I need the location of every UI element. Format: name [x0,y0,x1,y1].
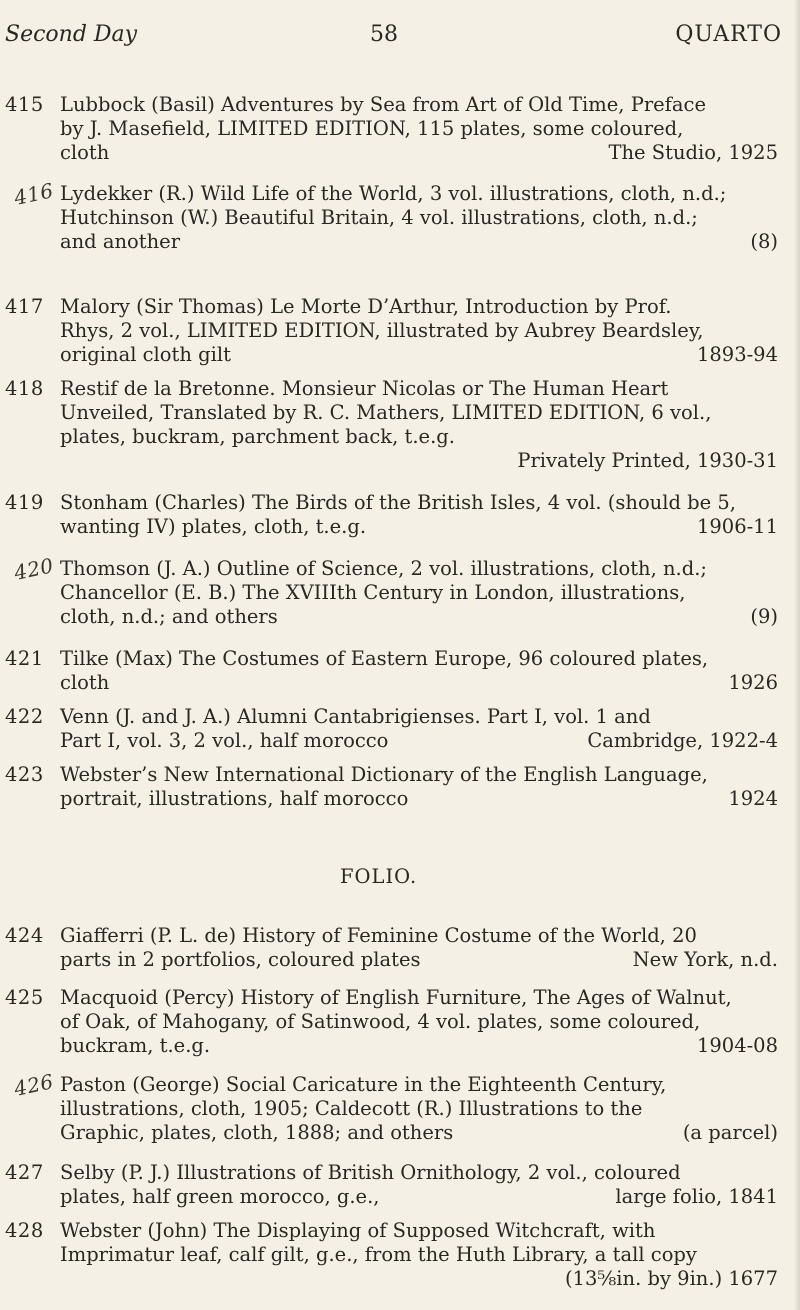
lot-number: 416 [11,178,56,210]
lot-line [60,788,778,812]
lot-number: 425 [5,986,44,1009]
page-edge [794,0,800,1310]
page-number: 58 [370,22,398,47]
lot-line-text: Graphic, plates, cloth, 1888; and others [60,1121,454,1144]
lot-line-imprint: 1893-94 [696,343,778,366]
lot-line-imprint: 1904-08 [696,1034,778,1057]
lot-line-text: Chancellor (E. B.) The XVIIIth Century in London, illustrations, [60,581,686,604]
lot-line-text: Hutchinson (W.) Beautiful Britain, 4 vol. illustrations, cloth, n.d.; [60,206,698,229]
lot-line [60,648,778,672]
lot-line-text: Imprimatur leaf, calf gilt, g.e., from the Huth Library, a tall copy [60,1243,697,1266]
lot-line-imprint: (a parcel) [682,1121,778,1144]
lot-line-text: illustrations, cloth, 1905; Caldecott (R.) Illustrations to the [60,1097,643,1120]
lot-line-text: Webster’s New International Dictionary of the English Language, [60,763,708,786]
lot-line-text: Rhys, 2 vol., LIMITED EDITION, illustrated by Aubrey Beardsley, [60,319,704,342]
lot-line-text: Part I, vol. 3, 2 vol., half morocco [60,729,389,752]
lot-description [60,492,778,540]
lot-line-text: Malory (Sir Thomas) Le Morte D’Arthur, Introduction by Prof. [60,295,672,318]
lot-line [60,1186,778,1210]
page-header [0,22,800,54]
lot-description [60,925,778,973]
lot-line [60,1162,778,1186]
lot-line-text: Giafferri (P. L. de) History of Feminine Costume of the World, 20 [60,924,697,947]
lot-line-text: wanting IV) plates, cloth, t.e.g. [60,515,367,538]
lot-line [60,949,778,973]
lot-number: 415 [5,93,44,116]
lot-line-text: cloth [60,141,110,164]
lot-line-text: original cloth gilt [60,343,231,366]
lot-line [60,1035,778,1059]
lot-line-text: Selby (P. J.) Illustrations of British Ornithology, 2 vol., coloured [60,1161,681,1184]
lot-line [60,183,778,207]
lot-line-text: Paston (George) Social Caricature in the Eighteenth Century, [60,1073,667,1096]
lot-line [60,1074,778,1098]
lot-line [60,1220,778,1244]
lot-number: 417 [5,295,44,318]
lot-line-text: Webster (John) The Displaying of Supposed Witchcraft, with [60,1219,656,1242]
lot-number: 420 [11,553,56,585]
lot-line [60,987,778,1011]
lot-line [60,606,778,630]
lot-line-imprint: 1906-11 [696,515,778,538]
lot-line [60,672,778,696]
lot-description [60,1074,778,1146]
lot-line [60,1244,778,1268]
lot-description [60,378,778,474]
lot-line [60,378,778,402]
lot-line [60,207,778,231]
lot-number: 423 [5,763,44,786]
lot-line-imprint: (9) [750,605,778,628]
lot-line-text: cloth [60,671,110,694]
lot-line [60,320,778,344]
lot-line [60,925,778,949]
lot-line [60,296,778,320]
section-heading-folio: FOLIO. [340,865,418,888]
lot-line-text: of Oak, of Mahogany, of Satinwood, 4 vol. plates, some coloured, [60,1010,701,1033]
lot-line-text: Thomson (J. A.) Outline of Science, 2 vol. illustrations, cloth, n.d.; [60,557,708,580]
lot-line-text: Unveiled, Translated by R. C. Mathers, LIMITED EDITION, 6 vol., [60,401,712,424]
lot-line [60,450,778,474]
lot-line [60,344,778,368]
lot-description [60,1162,778,1210]
lot-line-text: parts in 2 portfolios, coloured plates [60,948,421,971]
lot-line [60,730,778,754]
lot-line [60,1098,778,1122]
lot-line-imprint: 1924 [728,787,778,810]
lot-description [60,648,778,696]
lot-line-text: cloth, n.d.; and others [60,605,278,628]
lot-line-text: Restif de la Bretonne. Monsieur Nicolas or The Human Heart [60,377,669,400]
format-label: QUARTO [675,22,782,47]
lot-line-imprint: Cambridge, 1922-4 [587,729,778,752]
lot-number: 422 [5,705,44,728]
lot-line-imprint: New York, n.d. [632,948,778,971]
lot-line [60,516,778,540]
lot-line-imprint: The Studio, 1925 [608,141,778,164]
lot-number: 424 [5,924,44,947]
lot-description [60,1220,778,1292]
lot-line-text: Macquoid (Percy) History of English Furniture, The Ages of Walnut, [60,986,732,1009]
lot-line-imprint: large folio, 1841 [615,1185,778,1208]
lot-line [60,402,778,426]
lot-line-imprint: (8) [750,230,778,253]
lot-number: 419 [5,491,44,514]
lot-line-text: by J. Masefield, LIMITED EDITION, 115 plates, some coloured, [60,117,684,140]
lot-line-imprint: (13⅝in. by 9in.) 1677 [564,1267,778,1290]
lot-line [60,94,778,118]
lot-line [60,764,778,788]
lot-line [60,426,778,450]
lot-line [60,1268,778,1292]
lot-line-text: and another [60,230,181,253]
lot-line [60,492,778,516]
lot-description [60,183,778,255]
lot-line-text: Lydekker (R.) Wild Life of the World, 3 vol. illustrations, cloth, n.d.; [60,182,727,205]
lot-line [60,706,778,730]
day-label: Second Day [5,22,138,47]
lot-number: 427 [5,1161,44,1184]
lot-number: 421 [5,647,44,670]
lot-description [60,706,778,754]
lot-line-imprint: Privately Printed, 1930-31 [517,449,778,472]
lot-line [60,1011,778,1035]
lot-line-text: buckram, t.e.g. [60,1034,211,1057]
lot-line [60,231,778,255]
lot-line [60,142,778,166]
lot-line-text: plates, half green morocco, g.e., [60,1185,380,1208]
lot-line-text: portrait, illustrations, half morocco [60,787,409,810]
lot-line-imprint: 1926 [728,671,778,694]
lot-number: 426 [11,1069,56,1101]
lot-line-text: Stonham (Charles) The Birds of the British Isles, 4 vol. (should be 5, [60,491,736,514]
lot-line-text: Venn (J. and J. A.) Alumni Cantabrigienses. Part I, vol. 1 and [60,705,651,728]
lot-description [60,987,778,1059]
lot-line [60,582,778,606]
lot-line-text: plates, buckram, parchment back, t.e.g. [60,425,455,448]
lot-line [60,118,778,142]
lot-number: 428 [5,1219,44,1242]
lot-line-text: Lubbock (Basil) Adventures by Sea from Art of Old Time, Preface [60,93,706,116]
lot-description [60,558,778,630]
lot-description [60,764,778,812]
lot-description [60,296,778,368]
lot-line [60,558,778,582]
lot-number: 418 [5,377,44,400]
lot-line [60,1122,778,1146]
lot-line-text: Tilke (Max) The Costumes of Eastern Europe, 96 coloured plates, [60,647,709,670]
lot-description [60,94,778,166]
